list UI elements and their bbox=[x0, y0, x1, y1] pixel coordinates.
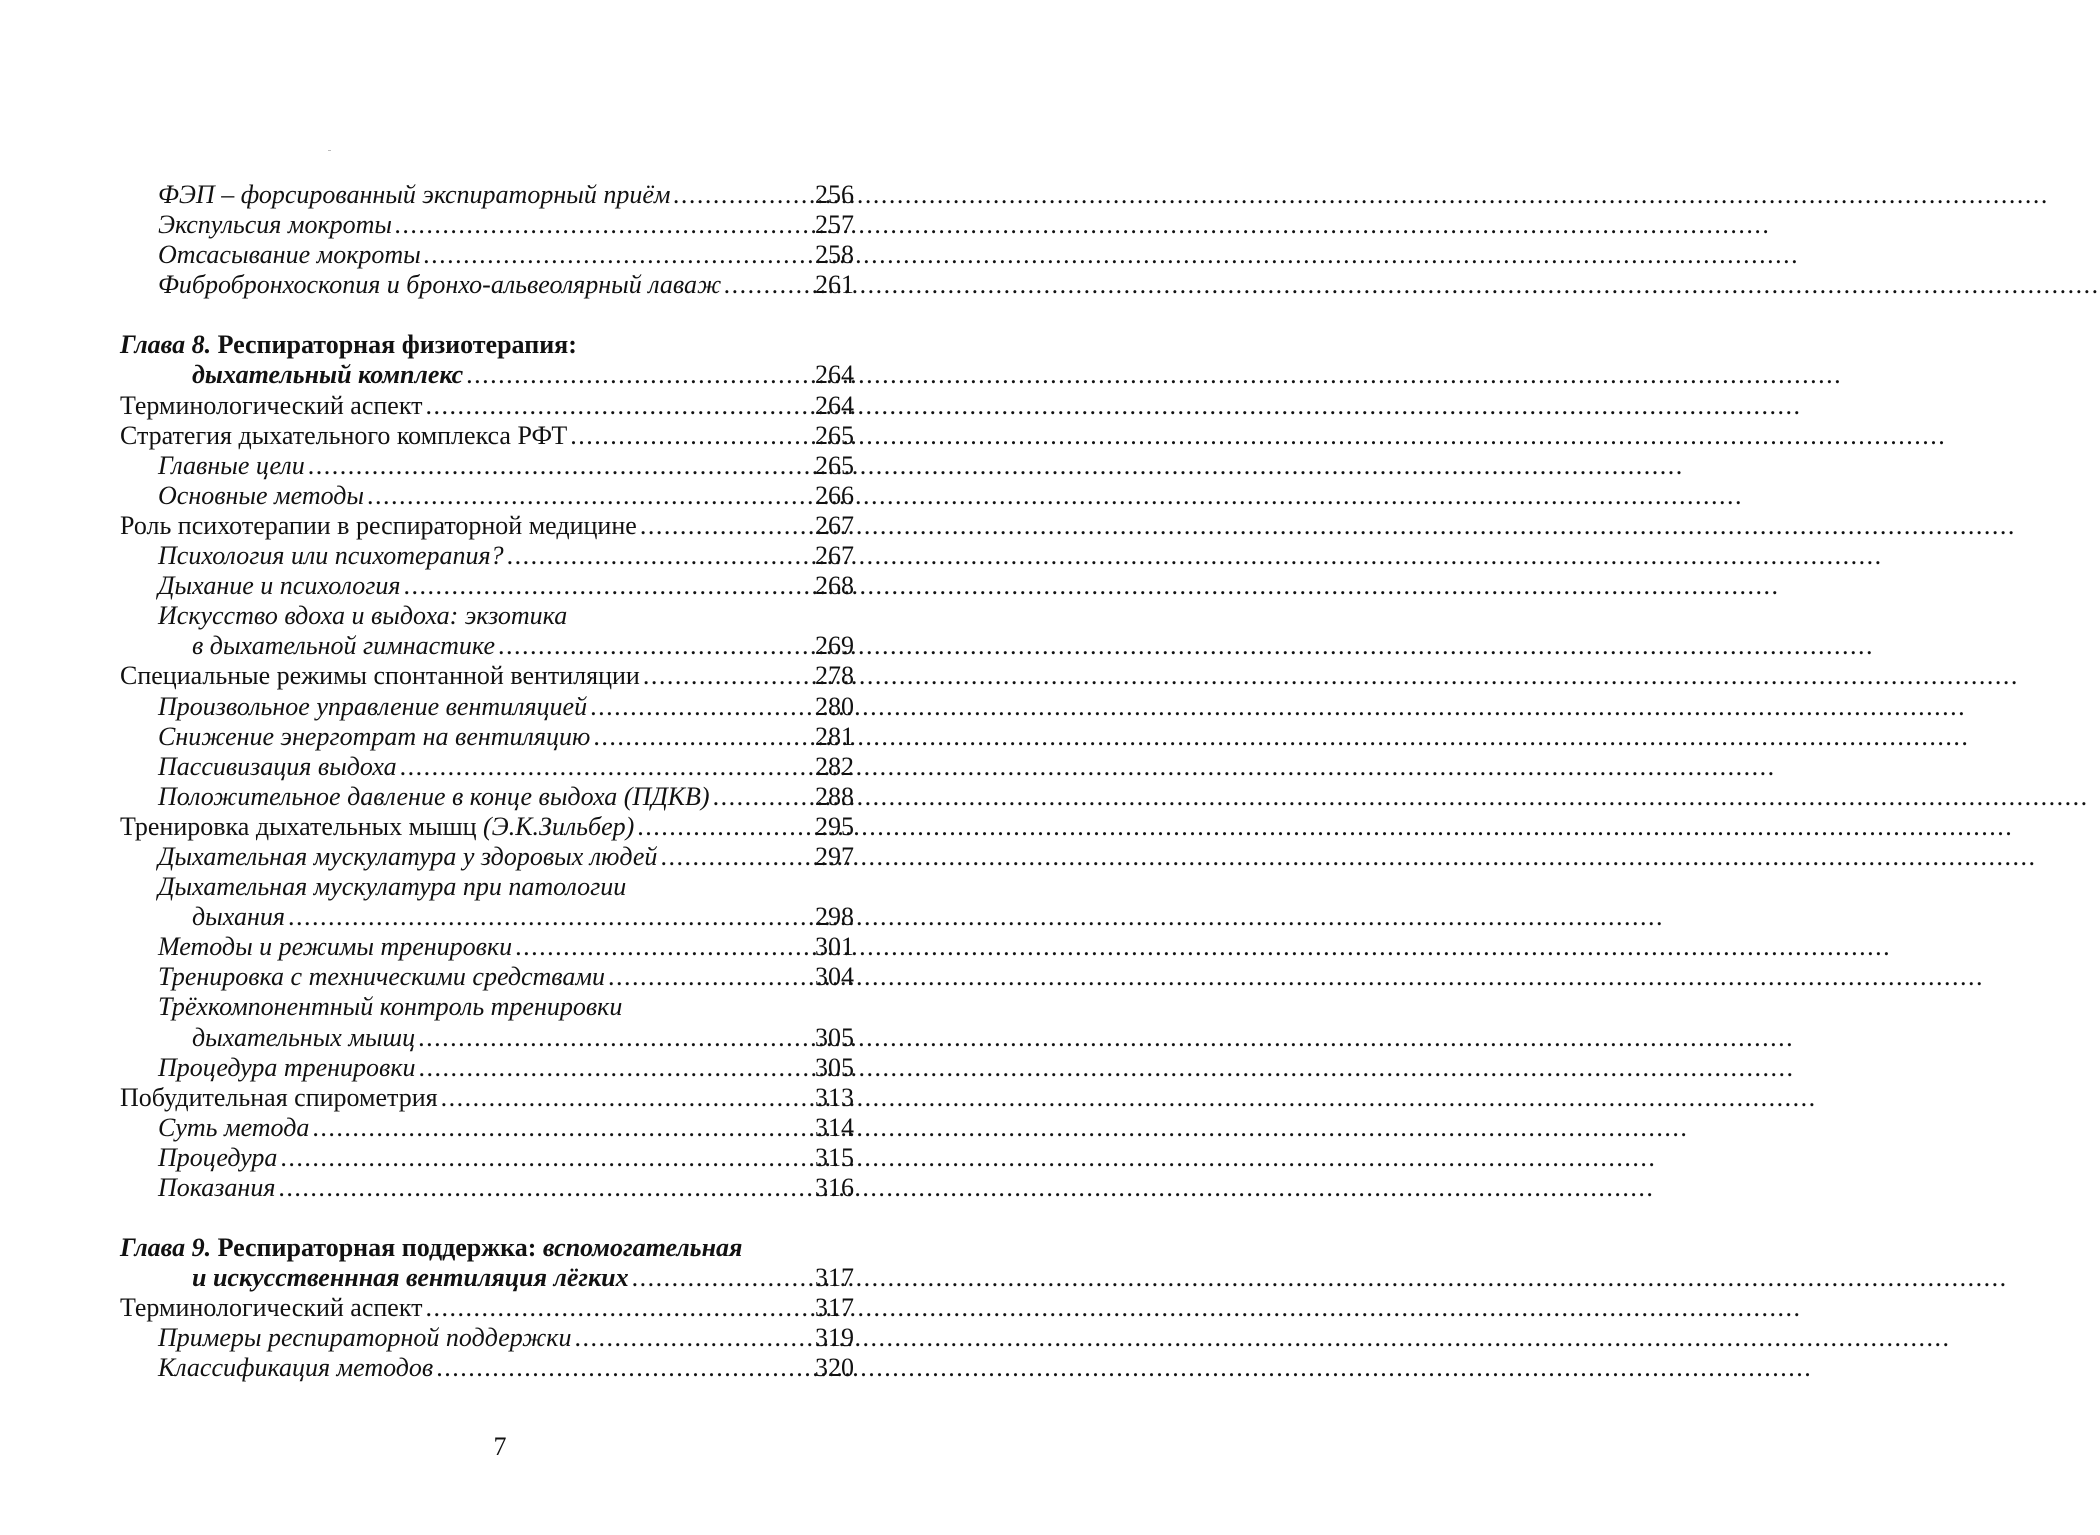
chapter-8-heading[interactable] bbox=[120, 330, 854, 360]
toc-entry[interactable] bbox=[120, 270, 854, 300]
toc-section[interactable] bbox=[120, 812, 854, 842]
toc-subsection-title: Показания bbox=[158, 1173, 276, 1202]
leader-dots bbox=[724, 270, 812, 300]
toc-subsection[interactable] bbox=[120, 932, 854, 962]
toc-entry-page: 319 bbox=[815, 1323, 854, 1353]
leader-dots bbox=[515, 932, 812, 962]
chapter-8-title: Респираторная физиотерапия: bbox=[217, 330, 577, 360]
toc-subsection-title: Трёхкомпонентный контроль тренировки bbox=[158, 992, 623, 1022]
toc-subsection[interactable] bbox=[120, 1173, 854, 1203]
leader-dots bbox=[308, 451, 812, 481]
toc-subsection-title: Снижение энерготрат на вентиляцию bbox=[158, 721, 591, 751]
leader-dots bbox=[425, 1293, 812, 1323]
toc-entry-page: 305 bbox=[815, 1052, 854, 1082]
toc-subsection-title-line2: в дыхательной гимнастике bbox=[192, 631, 495, 661]
toc-entry-title: ФЭП – форсированный экспираторный приём bbox=[158, 180, 671, 209]
leader-dots bbox=[403, 571, 812, 601]
toc-entry-page: 314 bbox=[815, 1112, 854, 1142]
toc-subsection-title: Положительное давление в конце выдоха (ПДКВ) bbox=[158, 781, 710, 811]
toc-entry[interactable] bbox=[120, 210, 854, 240]
toc-subsection[interactable] bbox=[120, 842, 854, 872]
toc-subsection[interactable] bbox=[120, 541, 854, 571]
leader-dots bbox=[400, 752, 812, 782]
leader-dots bbox=[640, 511, 812, 541]
toc-section-author: (Э.К.Зильбер) bbox=[483, 811, 635, 841]
leader-dots bbox=[507, 541, 812, 571]
toc-section[interactable] bbox=[120, 661, 854, 691]
toc-section[interactable] bbox=[120, 1293, 854, 1323]
chapter-9-title-italic: вспомогательная bbox=[542, 1233, 743, 1263]
toc-subsection-title: Дыхательная мускулатура у здоровых людей bbox=[158, 841, 658, 871]
toc-entry-page: 301 bbox=[815, 932, 854, 962]
toc-entry-page: 267 bbox=[815, 510, 854, 540]
toc-subsection[interactable] bbox=[120, 571, 854, 601]
scan-speck bbox=[328, 150, 331, 151]
toc-entry-page: 261 bbox=[815, 270, 854, 300]
toc-section-title: Тренировка дыхательных мышц bbox=[120, 811, 477, 841]
toc-entry-page: 265 bbox=[815, 450, 854, 480]
toc-subsection[interactable] bbox=[120, 1053, 854, 1083]
toc-entry-page: 317 bbox=[815, 1293, 854, 1323]
toc-subsection-continuation[interactable] bbox=[120, 631, 854, 661]
toc-entry-title: Экспульсия мокроты bbox=[158, 210, 393, 240]
toc-subsection[interactable] bbox=[120, 1113, 854, 1143]
toc-entry-page: 268 bbox=[815, 571, 854, 601]
toc-subsection-title: Классификация методов bbox=[158, 1353, 434, 1383]
chapter-8-subtitle: дыхательный комплекс bbox=[192, 360, 464, 390]
leader-dots bbox=[673, 180, 812, 210]
leader-dots bbox=[570, 421, 812, 451]
leader-dots bbox=[632, 1263, 812, 1293]
toc-subsection[interactable] bbox=[120, 692, 854, 722]
toc-subsection[interactable] bbox=[120, 722, 854, 752]
toc-subsection-title: Примеры респираторной поддержки bbox=[158, 1323, 572, 1353]
table-of-contents bbox=[120, 180, 854, 1384]
toc-entry-title: Отсасывание мокроты bbox=[158, 240, 421, 270]
toc-entry-page: 280 bbox=[815, 691, 854, 721]
leader-dots bbox=[395, 210, 812, 240]
chapter-8-page: 264 bbox=[815, 360, 854, 390]
leader-dots bbox=[637, 812, 812, 842]
toc-subsection-title-line2: дыхания bbox=[192, 902, 285, 932]
toc-section-title: Специальные режимы спонтанной вентиляции bbox=[120, 661, 640, 691]
toc-subsection[interactable] bbox=[120, 601, 854, 631]
leader-dots bbox=[288, 902, 812, 932]
toc-section-title: Терминологический аспект bbox=[120, 1293, 423, 1323]
leader-dots bbox=[713, 782, 812, 812]
toc-subsection[interactable] bbox=[120, 872, 854, 902]
toc-entry-page: 267 bbox=[815, 541, 854, 571]
chapter-9-page: 317 bbox=[815, 1263, 854, 1293]
leader-dots bbox=[441, 1083, 812, 1113]
toc-subsection[interactable] bbox=[120, 992, 854, 1022]
leader-dots bbox=[312, 1113, 812, 1143]
toc-subsection-title-line2: дыхательных мышц bbox=[192, 1022, 416, 1052]
toc-entry-page: 295 bbox=[815, 811, 854, 841]
chapter-9-heading[interactable] bbox=[120, 1233, 854, 1263]
toc-subsection[interactable] bbox=[120, 782, 854, 812]
toc-subsection-title: Процедура bbox=[158, 1142, 278, 1172]
leader-dots bbox=[574, 1323, 812, 1353]
toc-subsection-title: Психология или психотерапия? bbox=[158, 541, 504, 571]
leader-dots bbox=[436, 1353, 812, 1383]
toc-subsection-continuation[interactable] bbox=[120, 1023, 854, 1053]
toc-entry-page: 278 bbox=[815, 661, 854, 691]
toc-section[interactable] bbox=[120, 511, 854, 541]
toc-subsection-title: Пассивизация выдоха bbox=[158, 751, 397, 781]
leader-dots bbox=[418, 1023, 812, 1053]
leader-dots bbox=[419, 1053, 813, 1083]
toc-entry-page: 288 bbox=[815, 781, 854, 811]
toc-subsection-title: Суть метода bbox=[158, 1112, 310, 1142]
toc-subsection[interactable] bbox=[120, 962, 854, 992]
toc-subsection-title: Дыхание и психология bbox=[158, 571, 401, 601]
chapter-9-title: Респираторная поддержка: bbox=[217, 1233, 537, 1263]
chapter-8-heading-line2[interactable] bbox=[120, 360, 854, 390]
toc-section[interactable] bbox=[120, 421, 854, 451]
toc-subsection-continuation[interactable] bbox=[120, 902, 854, 932]
toc-entry-title: Фибробронхоскопия и бронхо-альвеолярный лаваж bbox=[158, 270, 722, 300]
leader-dots bbox=[590, 692, 812, 722]
leader-dots bbox=[643, 661, 812, 691]
toc-entry[interactable] bbox=[120, 180, 854, 210]
toc-entry-page: 258 bbox=[815, 240, 854, 270]
toc-entry-page: 266 bbox=[815, 480, 854, 510]
toc-section[interactable] bbox=[120, 1083, 854, 1113]
chapter-8-label: Глава 8. bbox=[120, 330, 212, 360]
toc-subsection[interactable] bbox=[120, 481, 854, 511]
toc-entry-page: 269 bbox=[815, 631, 854, 661]
leader-dots bbox=[424, 240, 812, 270]
toc-entry-page: 304 bbox=[815, 962, 854, 992]
toc-entry-page: 313 bbox=[815, 1082, 854, 1112]
toc-entry-page: 265 bbox=[815, 420, 854, 450]
toc-section-title: Роль психотерапии в респираторной медицине bbox=[120, 510, 637, 540]
leader-dots bbox=[593, 722, 812, 752]
leader-dots bbox=[367, 481, 812, 511]
chapter-9-heading-line2[interactable] bbox=[120, 1263, 854, 1293]
leader-dots bbox=[278, 1173, 812, 1203]
page-number: 7 bbox=[493, 1432, 507, 1461]
toc-entry-page: 316 bbox=[815, 1173, 854, 1202]
toc-subsection-title: Основные методы bbox=[158, 480, 365, 510]
toc-subsection[interactable] bbox=[120, 1143, 854, 1173]
toc-subsection-title: Дыхательная мускулатура при патологии bbox=[158, 872, 627, 902]
toc-subsection-title: Процедура тренировки bbox=[158, 1052, 416, 1082]
leader-dots bbox=[498, 631, 812, 661]
toc-subsection[interactable] bbox=[120, 752, 854, 782]
toc-entry-page: 297 bbox=[815, 841, 854, 871]
toc-entry-page: 320 bbox=[815, 1353, 854, 1383]
toc-subsection[interactable] bbox=[120, 1323, 854, 1353]
toc-entry-page: 305 bbox=[815, 1022, 854, 1052]
leader-dots bbox=[280, 1143, 812, 1173]
toc-entry[interactable] bbox=[120, 240, 854, 270]
toc-entry-page: 315 bbox=[815, 1142, 854, 1172]
toc-subsection-title: Методы и режимы тренировки bbox=[158, 932, 513, 962]
toc-section-title: Побудительная спирометрия bbox=[120, 1082, 438, 1112]
leader-dots bbox=[466, 360, 812, 390]
toc-subsection-title: Тренировка с техническими средствами bbox=[158, 962, 606, 992]
toc-entry-page: 282 bbox=[815, 751, 854, 781]
toc-subsection[interactable] bbox=[120, 451, 854, 481]
toc-entry-page: 298 bbox=[815, 902, 854, 932]
toc-subsection[interactable] bbox=[120, 1353, 854, 1383]
toc-subsection-title: Искусство вдоха и выдоха: экзотика bbox=[158, 601, 568, 631]
toc-entry-page: 264 bbox=[815, 390, 854, 420]
toc-section-title: Терминологический аспект bbox=[120, 390, 423, 420]
toc-subsection-title: Произвольное управление вентиляцией bbox=[158, 691, 588, 721]
chapter-9-subtitle: и искусственнная вентиляция лёгких bbox=[192, 1263, 629, 1293]
toc-section[interactable] bbox=[120, 391, 854, 421]
leader-dots bbox=[425, 391, 812, 421]
leader-dots bbox=[608, 962, 812, 992]
toc-entry-page: 257 bbox=[815, 210, 854, 240]
toc-section-title: Стратегия дыхательного комплекса РФТ bbox=[120, 420, 568, 450]
leader-dots bbox=[660, 842, 812, 872]
toc-entry-page: 281 bbox=[815, 721, 854, 751]
toc-entry-page: 256 bbox=[815, 180, 854, 209]
toc-subsection-title: Главные цели bbox=[158, 450, 305, 480]
chapter-9-label: Глава 9. bbox=[120, 1233, 212, 1263]
